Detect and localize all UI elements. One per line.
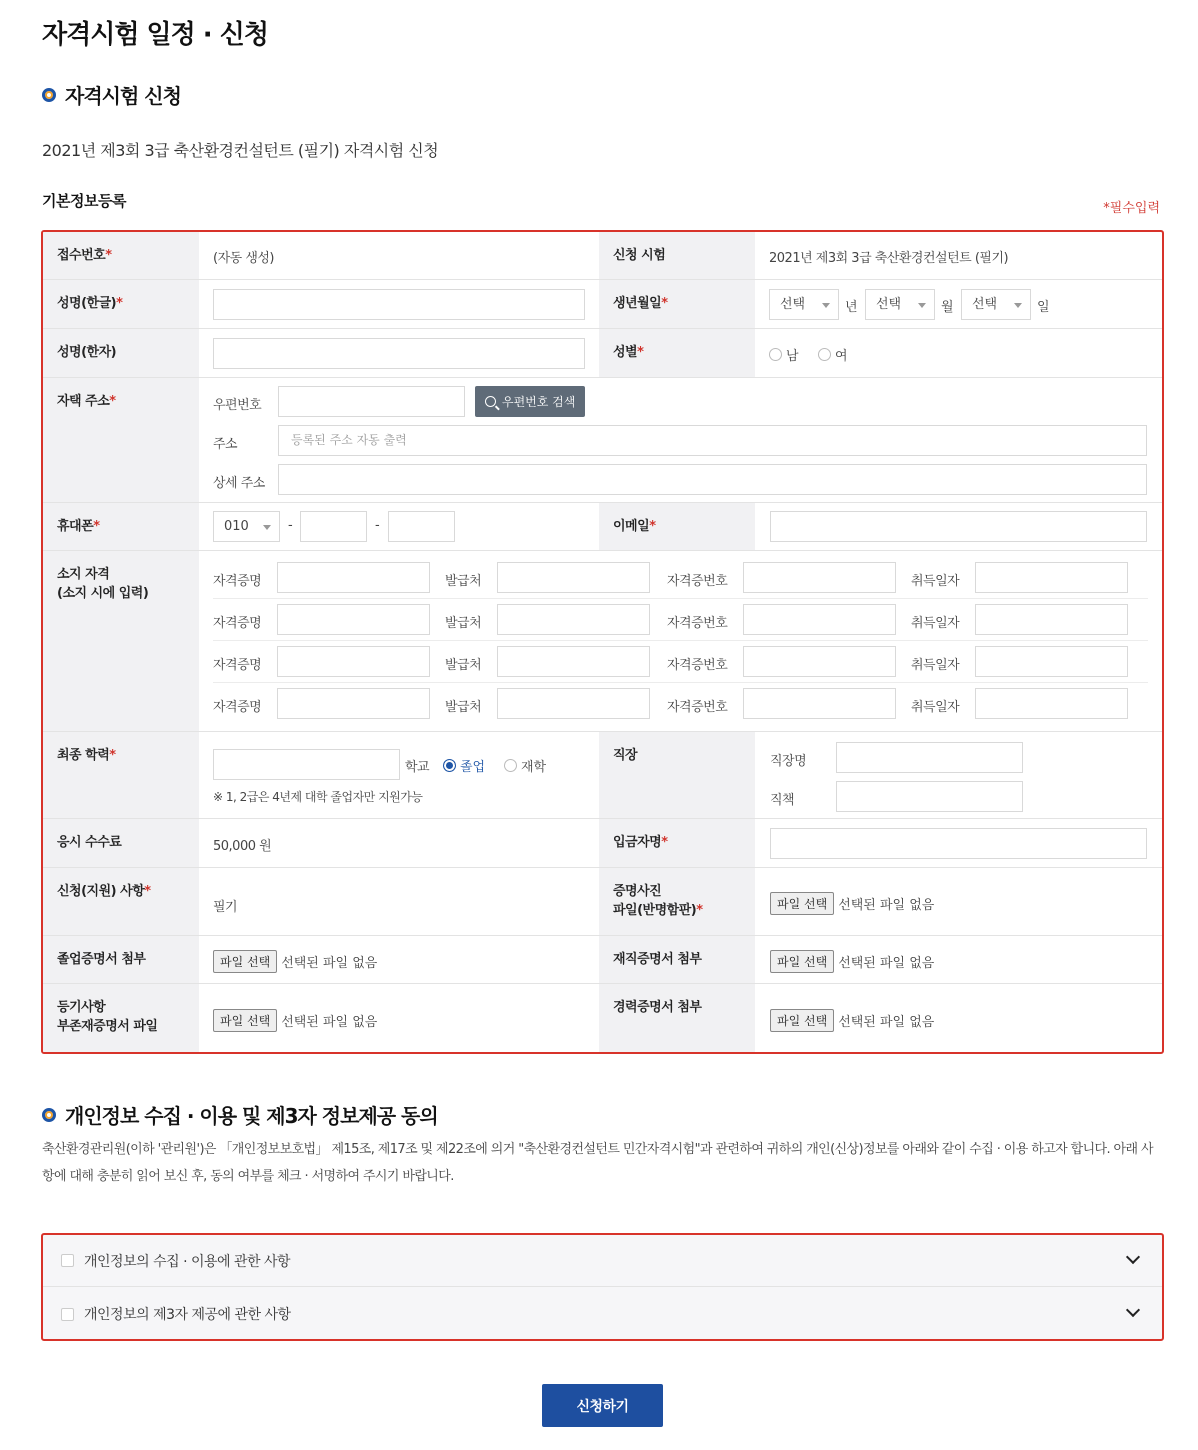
phone-dash-2: -: [375, 518, 380, 533]
depositor-input[interactable]: [770, 828, 1147, 859]
license-date-label: 취득일자: [911, 658, 960, 673]
license-issuer-input[interactable]: [497, 562, 650, 593]
license-row: [213, 599, 1148, 641]
license-row: [213, 683, 1148, 725]
label-career-cert: 경력증명서 첨부: [599, 984, 755, 1054]
label-receipt-no: 접수번호*: [43, 232, 199, 279]
exam-name: 2021년 제3회 3급 축산환경컨설턴트 (필기) 자격시험 신청: [42, 141, 439, 160]
license-date-input[interactable]: [975, 562, 1128, 593]
school-label: 학교: [405, 760, 430, 775]
birth-year-select[interactable]: 선택: [769, 289, 839, 320]
submit-button[interactable]: 신청하기: [542, 1384, 663, 1427]
applied-exam-value: 2021년 제3회 3급 축산환경컨설턴트 (필기): [769, 251, 1009, 266]
enrolled-radio[interactable]: 재학: [504, 756, 546, 775]
license-date-input[interactable]: [975, 604, 1128, 635]
license-row: [213, 557, 1148, 599]
bullet-ring-icon: [42, 88, 56, 102]
phone-prefix-select[interactable]: 010: [213, 511, 280, 542]
grad-cert-file-input[interactable]: [213, 950, 377, 973]
license-name-label: 자격증명: [213, 658, 262, 673]
license-issuer-label: 발급처: [445, 574, 482, 589]
file-status: 선택된 파일 없음: [838, 1015, 935, 1030]
label-name-chinese: 성명(한자): [43, 329, 199, 377]
chevron-down-icon: [822, 303, 830, 308]
accordion-item-third-party[interactable]: [43, 1288, 1162, 1340]
file-status: 선택된 파일 없음: [281, 956, 378, 971]
form-row-name-chinese: [43, 329, 1162, 378]
birth-month-unit: 월: [941, 300, 954, 315]
form-row-certs: [43, 936, 1162, 984]
position-input[interactable]: [836, 781, 1023, 812]
gender-male-radio[interactable]: 남: [769, 345, 799, 364]
radio-checked-icon: [443, 759, 456, 772]
license-number-label: 자격증번호: [667, 700, 728, 715]
file-status: 선택된 파일 없음: [838, 898, 935, 913]
chevron-down-icon: [1014, 303, 1022, 308]
license-number-input[interactable]: [743, 688, 896, 719]
form-row-apply-item: [43, 868, 1162, 936]
name-kor-input[interactable]: [213, 289, 585, 320]
form-row-name-kor: [43, 280, 1162, 329]
gender-female-radio[interactable]: 여: [818, 345, 848, 364]
license-name-input[interactable]: [277, 604, 430, 635]
graduated-radio[interactable]: 졸업: [443, 756, 485, 775]
license-issuer-input[interactable]: [497, 688, 650, 719]
chevron-down-icon: [263, 525, 271, 530]
chevron-down-icon[interactable]: [1126, 1250, 1140, 1264]
form-row-phone: [43, 503, 1162, 551]
accordion-item-collection[interactable]: [43, 1235, 1162, 1287]
label-name-kor: 성명(한글)*: [43, 280, 199, 328]
label-work: 직장: [599, 732, 755, 818]
consent-accordion: [41, 1233, 1164, 1341]
company-input[interactable]: [836, 742, 1023, 773]
license-row: [213, 641, 1148, 683]
license-issuer-input[interactable]: [497, 604, 650, 635]
address-input[interactable]: 등록된 주소 자동 출력: [278, 425, 1147, 456]
zip-label: 우편번호: [213, 398, 262, 413]
checkbox-icon[interactable]: [61, 1308, 74, 1321]
emp-cert-file-input[interactable]: [770, 950, 934, 973]
address-detail-input[interactable]: [278, 464, 1147, 495]
license-number-label: 자격증번호: [667, 574, 728, 589]
birth-day-select[interactable]: 선택: [961, 289, 1031, 320]
license-date-input[interactable]: [975, 688, 1128, 719]
label-education: 최종 학력*: [43, 732, 199, 818]
license-name-input[interactable]: [277, 562, 430, 593]
license-name-input[interactable]: [277, 688, 430, 719]
label-depositor: 입금자명*: [599, 819, 755, 867]
search-icon: [485, 396, 496, 407]
section-title-text: 개인정보 수집 · 이용 및 제3자 정보제공 동의: [65, 1104, 438, 1128]
application-form: [41, 230, 1164, 1054]
license-number-label: 자격증번호: [667, 658, 728, 673]
basic-info-title: 기본정보등록: [42, 192, 126, 210]
consent-text: 축산환경관리원(이하 '관리원')은 「개인정보보호법」 제15조, 제17조 및 제22조에 의거 "축산환경컨설턴트 민간자격시험"과 관련하여 귀하의 개인(신상)정보를 아래와 같이 수집 · 이용 하고자 합니다. 아래 사항에 대해 충분히 읽어 보신 후, 동의 여부를 체크 · 서명하여 주시기 바랍니다.: [42, 1142, 1153, 1184]
phone-dash-1: -: [288, 518, 293, 533]
form-row-fee: [43, 819, 1162, 868]
birth-month-select[interactable]: 선택: [865, 289, 935, 320]
label-fee: 응시 수수료: [43, 819, 199, 867]
file-select-button[interactable]: 파일 선택: [213, 950, 277, 973]
chevron-down-icon: [918, 303, 926, 308]
section-title-text: 자격시험 신청: [65, 84, 181, 108]
label-emp-cert: 재직증명서 첨부: [599, 936, 755, 983]
birth-day-unit: 일: [1037, 300, 1050, 315]
label-phone: 휴대폰*: [43, 503, 199, 550]
company-label: 직장명: [770, 754, 807, 769]
file-status: 선택된 파일 없음: [838, 956, 935, 971]
form-row-receipt: [43, 232, 1162, 280]
name-chinese-input[interactable]: [213, 338, 585, 369]
radio-circle-icon: [818, 348, 831, 361]
file-select-button[interactable]: 파일 선택: [770, 1009, 834, 1032]
form-row-address: [43, 378, 1162, 503]
label-registry: 등기사항 부존재증명서 파일: [43, 984, 199, 1054]
page-title: 자격시험 일정 · 신청: [42, 20, 268, 50]
chevron-down-icon[interactable]: [1126, 1303, 1140, 1317]
fee-value: 50,000 원: [213, 839, 272, 854]
label-grad-cert: 졸업증명서 첨부: [43, 936, 199, 983]
license-grid: [199, 551, 1162, 731]
form-row-registry: [43, 984, 1162, 1054]
school-input[interactable]: [213, 749, 400, 780]
license-date-label: 취득일자: [911, 574, 960, 589]
zip-input[interactable]: [278, 386, 465, 417]
license-issuer-input[interactable]: [497, 646, 650, 677]
license-issuer-label: 발급처: [445, 616, 482, 631]
license-name-label: 자격증명: [213, 616, 262, 631]
license-issuer-label: 발급처: [445, 658, 482, 673]
license-number-input[interactable]: [743, 562, 896, 593]
label-apply-item: 신청(지원) 사항*: [43, 868, 199, 935]
radio-circle-icon: [769, 348, 782, 361]
file-status: 선택된 파일 없음: [281, 1015, 378, 1030]
education-note: ※ 1, 2급은 4년제 대학 졸업자만 지원가능: [213, 790, 423, 804]
license-number-label: 자격증번호: [667, 616, 728, 631]
label-email: 이메일*: [599, 503, 755, 550]
license-date-label: 취득일자: [911, 616, 960, 631]
career-cert-file-input[interactable]: [770, 1009, 934, 1032]
receipt-no-value: (자동 생성): [213, 251, 275, 266]
accordion-label: 개인정보의 수집 · 이용에 관한 사항: [84, 1253, 291, 1270]
apply-item-value: 필기: [213, 900, 238, 915]
license-name-input[interactable]: [277, 646, 430, 677]
address-label: 주소: [213, 437, 238, 452]
checkbox-icon[interactable]: [61, 1254, 74, 1267]
accordion-label: 개인정보의 제3자 제공에 관한 사항: [84, 1307, 291, 1323]
file-select-button[interactable]: 파일 선택: [770, 892, 834, 915]
license-issuer-label: 발급처: [445, 700, 482, 715]
radio-circle-icon: [504, 759, 517, 772]
file-select-button[interactable]: 파일 선택: [770, 950, 834, 973]
phone-last-input[interactable]: [388, 511, 455, 542]
file-select-button[interactable]: 파일 선택: [213, 1009, 277, 1032]
label-birth: 생년월일*: [599, 280, 755, 328]
license-name-label: 자격증명: [213, 700, 262, 715]
license-date-label: 취득일자: [911, 700, 960, 715]
section-title-consent: [42, 1100, 438, 1129]
license-name-label: 자격증명: [213, 574, 262, 589]
label-gender: 성별*: [599, 329, 755, 377]
address-detail-label: 상세 주소: [213, 476, 265, 491]
birth-year-unit: 년: [845, 300, 858, 315]
form-row-education: [43, 732, 1162, 819]
label-address: 자택 주소*: [43, 378, 199, 502]
label-applied-exam: 신청 시험: [599, 232, 755, 279]
label-photo: 증명사진 파일(반명함판)*: [599, 868, 755, 935]
form-row-license: [43, 551, 1162, 732]
email-input[interactable]: [770, 511, 1147, 542]
license-number-input[interactable]: [743, 604, 896, 635]
phone-middle-input[interactable]: [300, 511, 367, 542]
license-date-input[interactable]: [975, 646, 1128, 677]
license-number-input[interactable]: [743, 646, 896, 677]
registry-file-input[interactable]: [213, 1009, 377, 1032]
photo-file-input[interactable]: [770, 892, 934, 915]
zip-search-button[interactable]: 우편번호 검색: [475, 386, 585, 417]
label-license: 소지 자격 (소지 시에 입력): [43, 551, 199, 731]
position-label: 직책: [770, 793, 795, 808]
section-title-apply: [42, 80, 181, 109]
required-note: *필수입력: [1103, 201, 1160, 216]
bullet-ring-icon: [42, 1108, 56, 1122]
